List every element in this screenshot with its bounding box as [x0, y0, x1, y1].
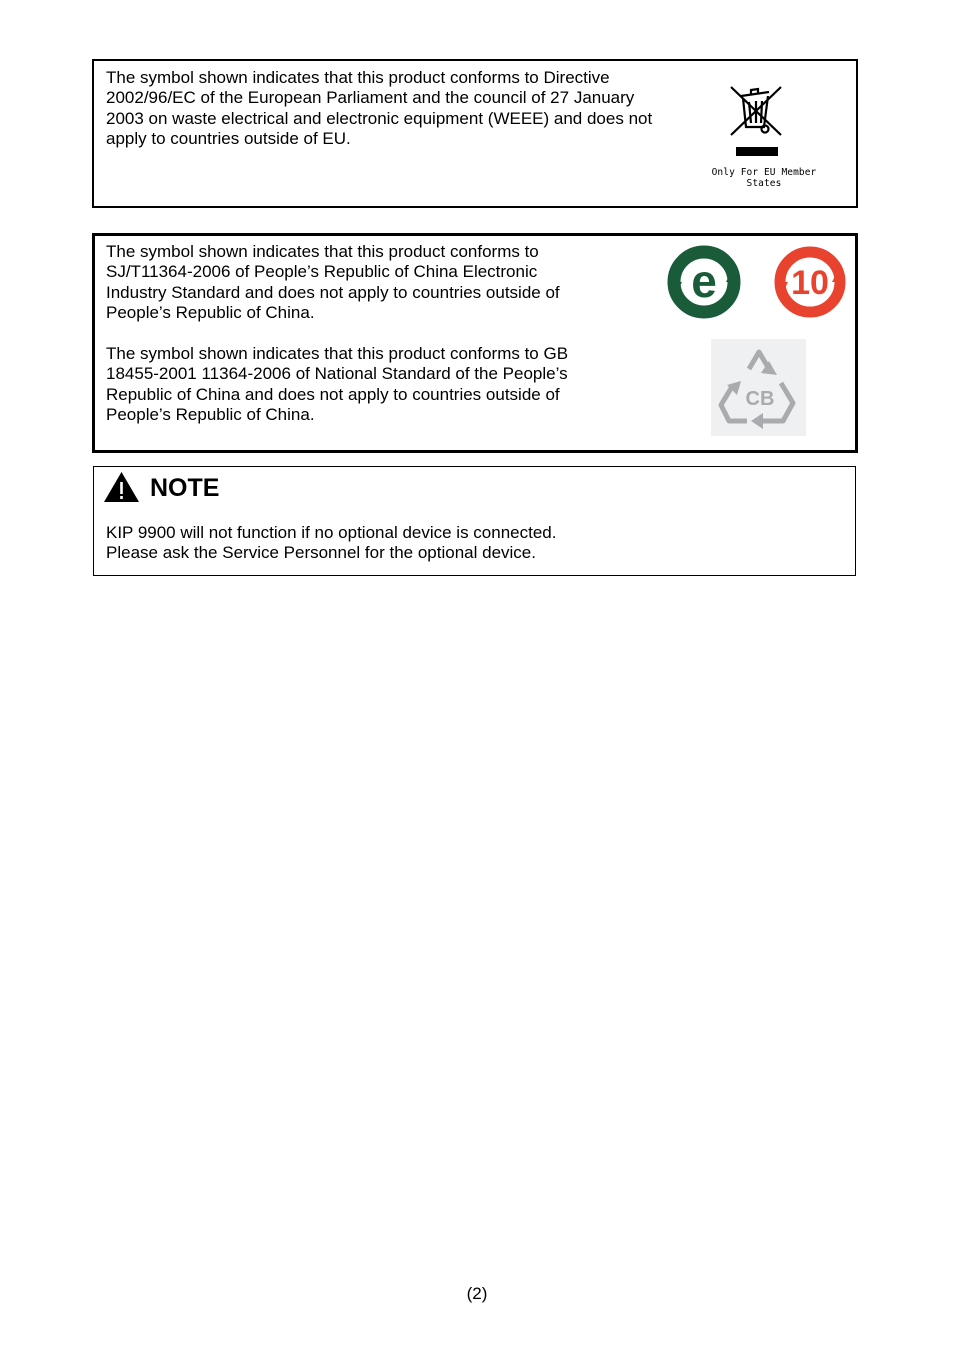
ten-logo-label: 10: [791, 264, 829, 302]
china-standard-box: [92, 233, 858, 453]
crossed-out-wheelie-bin-icon: [727, 83, 785, 139]
weee-notice-text: The symbol shown indicates that this product conforms to Directive 2002/96/EC of the European Parliament and the council of 27 January 2003 on waste electrical and electronic equipment (WEEE) and does not apply to countries outside of EU.: [106, 68, 653, 148]
sj-standard-text: The symbol shown indicates that this product conforms to SJ/T11364-2006 of People’s Republic of China Electronic Industry Standard and does not apply to countries outside of People’s Republic of China.: [106, 242, 560, 322]
china-rohs-e-logo: [660, 242, 748, 320]
note-box: [93, 466, 856, 576]
gb-standard-text: The symbol shown indicates that this product conforms to GB 18455-2001 11364-2006 of National Standard of the People’s Republic of China and does not apply to countries outside of People’s Republic of China.: [106, 344, 569, 424]
page-number: (2): [466, 1284, 488, 1303]
weee-underline-bar: [736, 147, 778, 156]
cb-recycling-logo: [711, 339, 806, 436]
cb-logo-label: CB: [745, 388, 775, 410]
e-logo-letter: e: [691, 255, 717, 307]
note-title: NOTE: [150, 474, 220, 502]
warning-triangle-icon: [103, 471, 140, 503]
note-text: KIP 9900 will not function if no optional device is connected. Please ask the Service Personnel for the optional device.: [106, 523, 557, 563]
china-rohs-10-logo: [766, 242, 854, 320]
weee-notice-box: [92, 59, 858, 208]
weee-caption: Only For EU Member States: [711, 167, 817, 189]
